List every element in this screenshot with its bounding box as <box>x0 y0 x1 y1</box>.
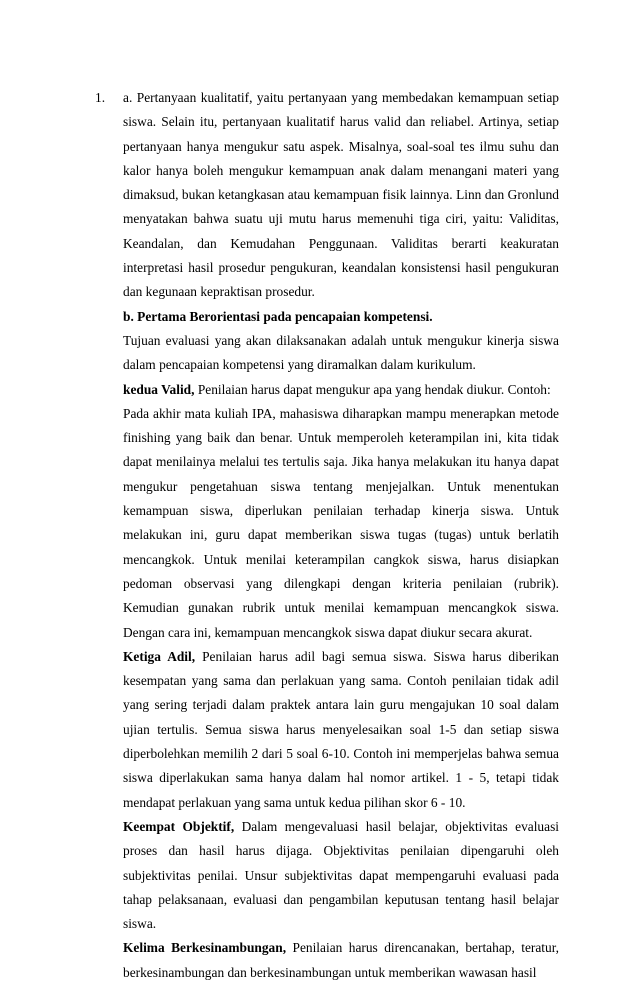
paragraph-contoh-ipa: Pada akhir mata kuliah IPA, mahasiswa diharapkan mampu menerapkan metode finishing yang baik dan benar. Untuk memperoleh keterampilan ini, kita tidak dapat menilainya melalui tes tertulis saja. Jika hanya melakukan itu hanya dapat mengukur pengetahuan siswa tentang menjejalkan. Untuk menentukan kemampuan siswa, diperlukan penilaian terhadap kinerja siswa. Untuk melakukan ini, guru dapat memberikan siswa tugas (tugas) untuk berlatih mencangkok. Untuk menilai keterampilan cangkok siswa, harus disiapkan pedoman observasi yang dilengkapi dengan kriteria penilaian (rubrik). Kemudian gunakan rubrik untuk menilai kemampuan mencangkok siswa. Dengan cara ini, kemampuan mencangkok siswa dapat diukur secara akurat. <box>123 405 559 640</box>
paragraph-kualitatif: a. Pertanyaan kualitatif, yaitu pertanyaan yang membedakan kemampuan setiap siswa. Selain itu, pertanyaan kualitatif harus valid dan reliabel. Artinya, setiap pertanyaan hanya mengukur satu aspek. Misalnya, soal-soal tes ilmu suhu dan kalor hanya boleh mengukur kemampuan anak dalam menangani materi yang dimaksud, bukan ketangkasan atau kemampuan fisik lainnya. Linn dan Gronlund menyatakan bahwa suatu uji mutu harus memenuhi tiga ciri, yaitu: Validitas, Keandalan, dan Kemudahan Penggunaan. Validitas berarti keakuratan interpretasi hasil prosedur pengukuran, keandalan konsistensi hasil pengukuran dan kegunaan kepraktisan prosedur. <box>123 90 559 300</box>
paragraph-ketiga-adil: Ketiga Adil, Penilaian harus adil bagi semua siswa. Siswa harus diberikan kesempatan yang sama dan perlakuan yang sama. Contoh penilaian tidak adil yang sering terjadi dalam praktek antara lain guru mengajukan 10 soal dalam ujian tertulis. Semua siswa harus menyelesaikan soal 1-5 dan setiap siswa diperbolehkan memilih 2 dari 5 soal 6-10. Contoh ini memperjelas bahwa semua siswa diperlakukan sama hanya dalam hal nomor artikel. 1 - 5, tetapi tidak mendapat perlakuan yang sama untuk kedua pilihan skor 6 - 10. <box>123 648 559 810</box>
paragraph-keempat-objektif: Keempat Objektif, Dalam mengevaluasi hasil belajar, objektivitas evaluasi proses dan hasil harus dijaga. Objektivitas penilaian dipengaruhi oleh subjektivitas penilai. Unsur subjektivitas dapat mempengaruhi evaluasi pada tahap pelaksanaan, evaluasi dan pengambilan keputusan tentang hasil belajar siswa. <box>123 818 559 932</box>
paragraph-kelima-berkesinambungan: Kelima Berkesinambungan, Penilaian harus direncanakan, bertahap, teratur, berkesinambungan dan berkesinambungan untuk memberikan wawasan hasil <box>123 940 559 980</box>
paragraph-kedua-valid: kedua Valid, Penilaian harus dapat mengukur apa yang hendak diukur. Contoh: <box>123 381 551 397</box>
paragraph-tujuan-evaluasi: Tujuan evaluasi yang akan dilaksanakan adalah untuk mengukur kinerja siswa dalam pencapaian kompetensi yang diramalkan dalam kurikulum. <box>123 332 559 373</box>
list-number: 1. <box>95 90 106 105</box>
paragraph-pertama-heading: b. Pertama Berorientasi pada pencapaian kompetensi. <box>123 308 433 324</box>
list-item-content <box>123 86 559 985</box>
